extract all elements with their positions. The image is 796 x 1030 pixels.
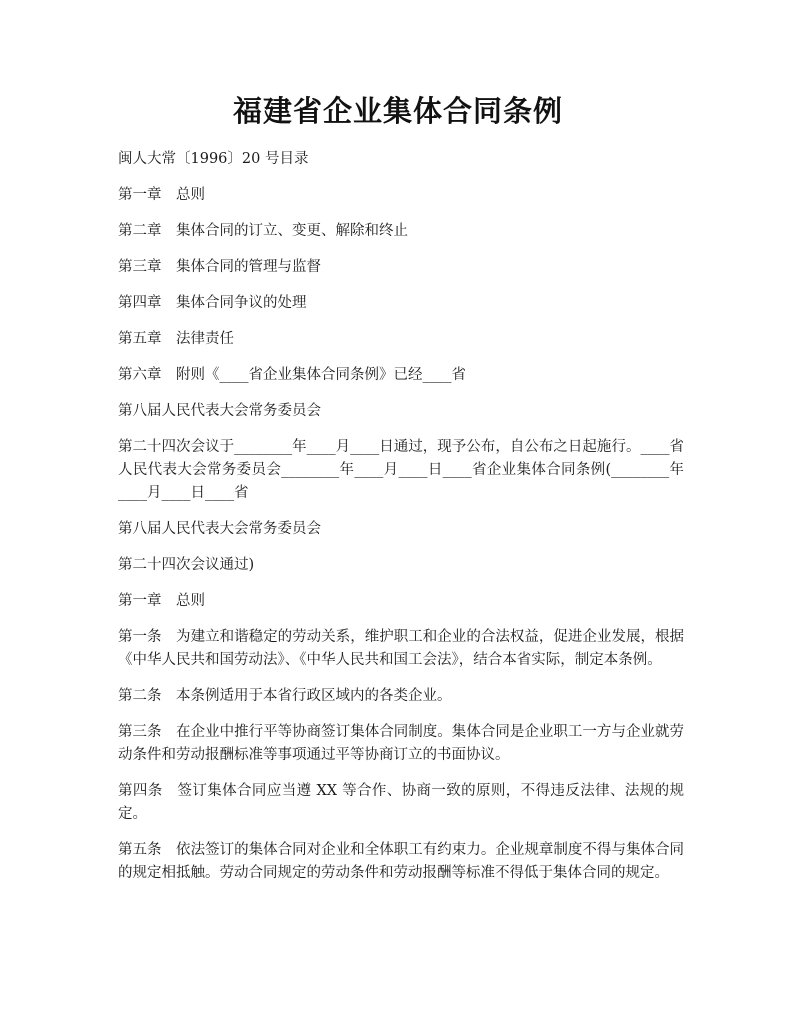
paragraph-article-4: 第四条 签订集体合同应当遵 XX 等合作、协商一致的原则，不得违反法律、法规的规定。 bbox=[118, 783, 684, 822]
paragraph-toc-chapter-6: 第六章 附则《____省企业集体合同条例》已经____省 bbox=[118, 367, 466, 383]
paragraph-doc-number: 闽人大常〔1996〕20 号目录 bbox=[118, 151, 309, 167]
document-title: 福建省企业集体合同条例 bbox=[232, 94, 563, 128]
paragraph-article-5: 第五条 依法签订的集体合同对企业和全体职工有约束力。企业规章制度不得与集体合同的规定相抵触。劳动合同规定的劳动条件和劳动报酬等标准不得低于集体合同的规定。 bbox=[118, 842, 684, 881]
paragraph-article-2: 第二条 本条例适用于本省行政区域内的各类企业。 bbox=[118, 688, 452, 704]
paragraph-toc-chapter-5: 第五章 法律责任 bbox=[118, 331, 234, 347]
paragraph-toc-chapter-4: 第四章 集体合同争议的处理 bbox=[118, 295, 307, 311]
paragraph-chapter-1-heading: 第一章 总则 bbox=[118, 593, 205, 609]
paragraph-session: 第二十四次会议通过) bbox=[118, 557, 255, 573]
paragraph-article-1: 第一条 为建立和谐稳定的劳动关系，维护职工和企业的合法权益，促进企业发展，根据《中华人民共和国劳动法》、《中华人民共和国工会法》，结合本省实际，制定本条例。 bbox=[118, 629, 684, 668]
document-body bbox=[118, 148, 684, 898]
paragraph-toc-chapter-1: 第一章 总则 bbox=[118, 187, 205, 203]
paragraph-toc-chapter-3: 第三章 集体合同的管理与监督 bbox=[118, 259, 321, 275]
paragraph-committee-2: 第八届人民代表大会常务委员会 bbox=[118, 521, 321, 537]
paragraph-article-3: 第三条 在企业中推行平等协商签订集体合同制度。集体合同是企业职工一方与企业就劳动条件和劳动报酬标准等事项通过平等协商订立的书面协议。 bbox=[118, 724, 684, 763]
paragraph-promulgation: 第二十四次会议于________年____月____日通过，现予公布，自公布之日起施行。____省人民代表大会常务委员会________年____月____日____省企业集体合同条例(________年____月____日____省 bbox=[118, 439, 684, 501]
paragraph-toc-chapter-2: 第二章 集体合同的订立、变更、解除和终止 bbox=[118, 223, 408, 239]
paragraph-committee: 第八届人民代表大会常务委员会 bbox=[118, 403, 321, 419]
